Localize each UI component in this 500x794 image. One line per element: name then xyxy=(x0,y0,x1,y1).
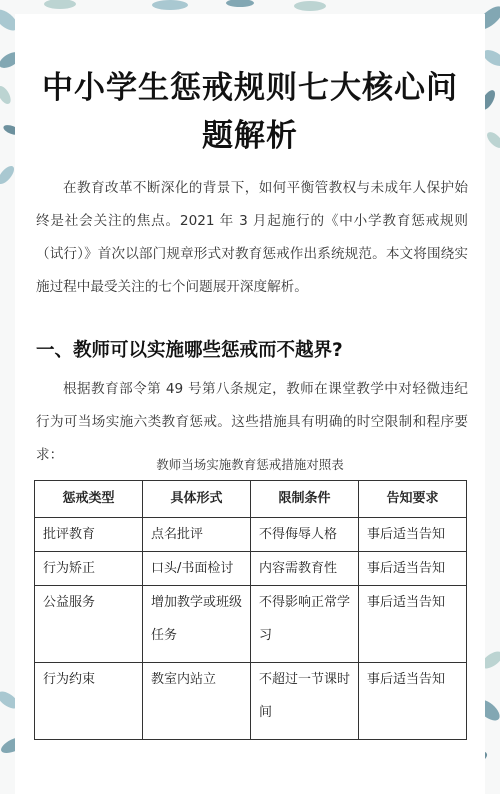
table-cell: 内容需教育性 xyxy=(251,552,359,586)
table-header-cell: 告知要求 xyxy=(359,481,467,518)
discipline-table xyxy=(34,480,467,740)
table-cell: 事后适当告知 xyxy=(359,552,467,586)
table-cell: 事后适当告知 xyxy=(359,586,467,663)
page-title-line2: 题解析 xyxy=(202,118,298,154)
table-caption: 教师当场实施教育惩戒措施对照表 xyxy=(156,457,344,472)
table-row xyxy=(35,552,467,586)
table-cell: 口头/书面检讨 xyxy=(143,552,251,586)
table-cell: 事后适当告知 xyxy=(359,663,467,740)
table-row xyxy=(35,518,467,552)
page-title-line1: 中小学生惩戒规则七大核心问 xyxy=(42,70,458,106)
table-header-cell: 具体形式 xyxy=(143,481,251,518)
intro-paragraph: 在教育改革不断深化的背景下，如何平衡管教权与未成年人保护始终是社会关注的焦点。2021 年 3 月起施行的《中小学教育惩戒规则（试行）》首次以部门规章形式对教育惩戒作出系统规范。本文将围绕实施过程中最受关注的七个问题展开深度解析。 xyxy=(36,180,468,295)
section-heading: 一、教师可以实施哪些惩戒而不越界? xyxy=(36,340,343,361)
table-cell: 公益服务 xyxy=(35,586,143,663)
table-cell: 增加教学或班级任务 xyxy=(143,586,251,663)
table-row xyxy=(35,663,467,740)
table-cell: 点名批评 xyxy=(143,518,251,552)
table-cell: 行为矫正 xyxy=(35,552,143,586)
table-cell: 不得影响正常学习 xyxy=(251,586,359,663)
table-cell: 批评教育 xyxy=(35,518,143,552)
table-cell: 事后适当告知 xyxy=(359,518,467,552)
section-paragraph: 根据教育部令第 49 号第八条规定，教师在课堂教学中对轻微违纪行为可当场实施六类教育惩戒。这些措施具有明确的时空限制和程序要求： xyxy=(36,381,468,463)
document-page xyxy=(15,14,485,794)
table-cell: 不超过一节课时间 xyxy=(251,663,359,740)
table-cell: 教室内站立 xyxy=(143,663,251,740)
table-cell: 行为约束 xyxy=(35,663,143,740)
table-header-cell: 惩戒类型 xyxy=(35,481,143,518)
table-cell: 不得侮辱人格 xyxy=(251,518,359,552)
table-header-cell: 限制条件 xyxy=(251,481,359,518)
table-header-row xyxy=(35,481,467,518)
table-row xyxy=(35,586,467,663)
